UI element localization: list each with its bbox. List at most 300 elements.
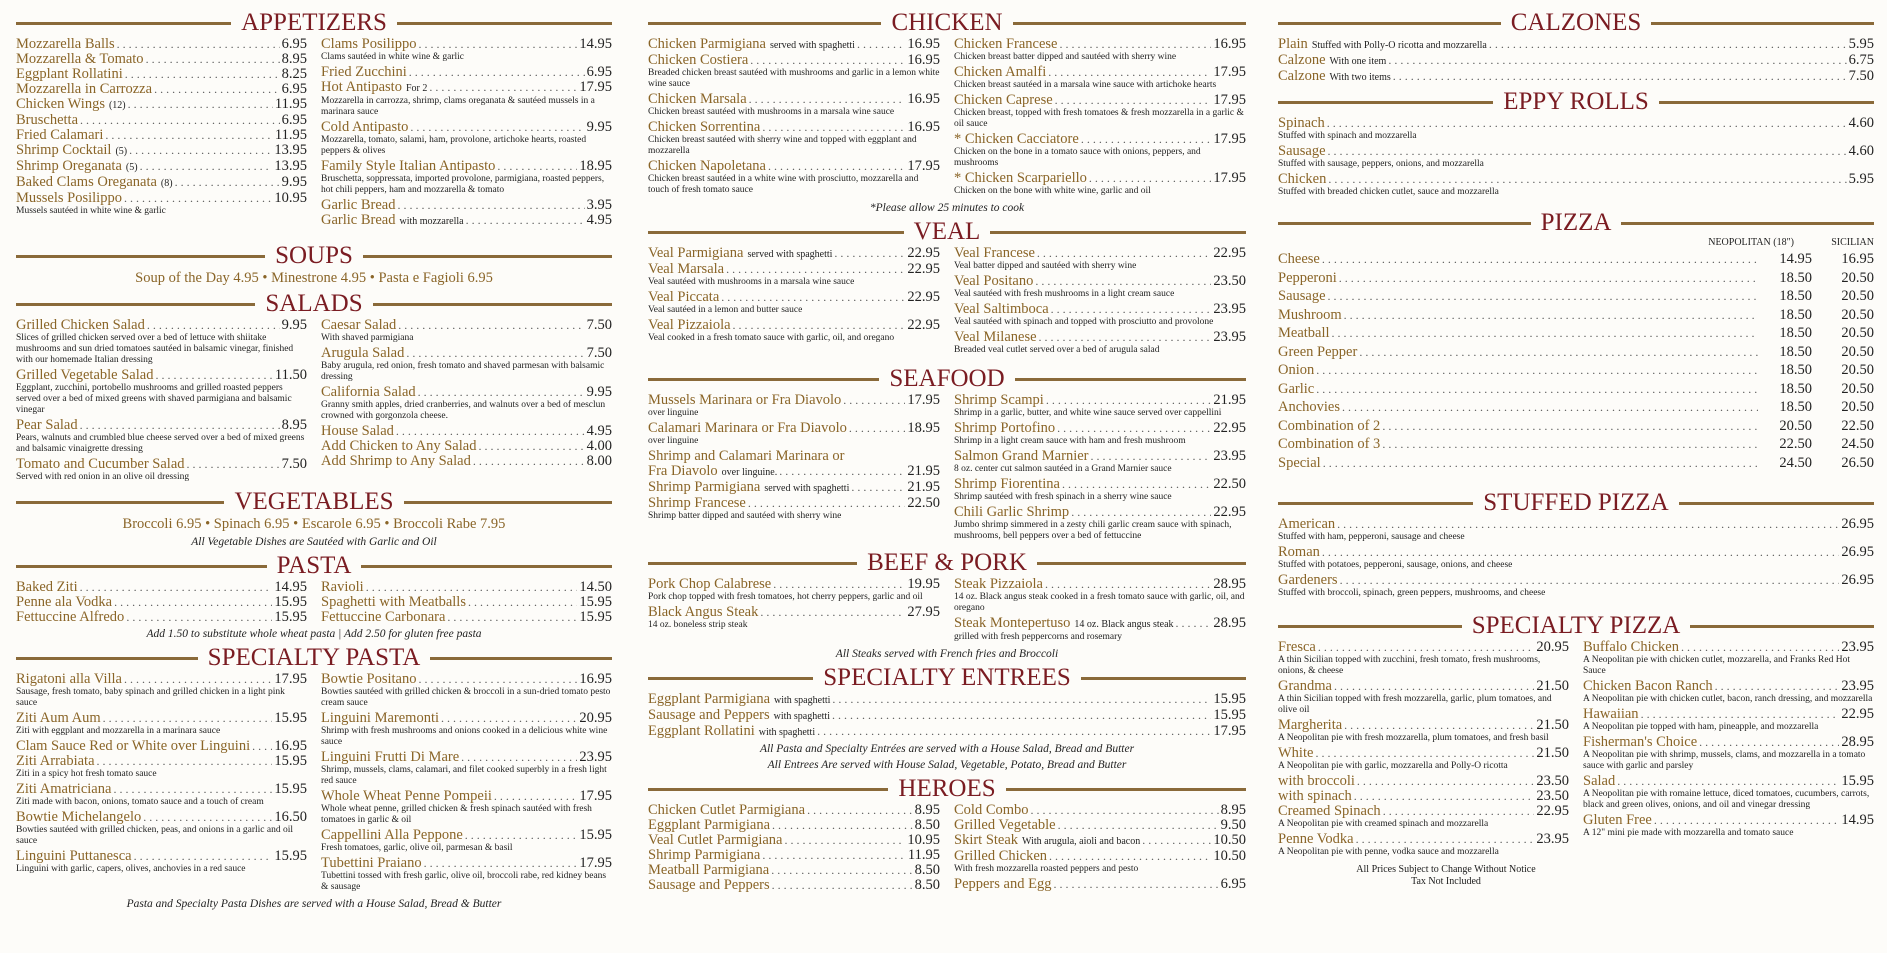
item-name: Salad [1583, 773, 1616, 789]
item-price: 6.95 [281, 81, 307, 97]
item-name: Shrimp Cocktail [16, 142, 112, 158]
dot-leader [494, 789, 578, 804]
item-price: 5.95 [1848, 171, 1874, 187]
item-name: Mussels Posilippo [16, 190, 122, 206]
dot-leader [468, 595, 577, 610]
dot-leader [252, 739, 272, 754]
dot-leader [1039, 330, 1212, 345]
item-description: Chicken on the bone with white wine, garlic and oil [954, 186, 1151, 196]
menu-list [321, 580, 612, 625]
menu-list [954, 246, 1246, 358]
column-left [16, 6, 612, 913]
item-name: Shrimp Scampi [954, 392, 1044, 408]
dot-leader [1055, 93, 1212, 108]
pizza-row [1278, 454, 1874, 473]
item-name: Shrimp Fiorentina [954, 476, 1060, 492]
item-name: Grilled Vegetable Salad [16, 367, 154, 383]
sicilian-price: 16.95 [1841, 251, 1874, 267]
item-name: Fettuccine Alfredo [16, 609, 125, 625]
dot-leader [126, 610, 272, 625]
dot-leader [1176, 616, 1212, 631]
item-name: * Chicken Scarpariello [954, 170, 1087, 186]
menu-item [321, 159, 612, 174]
item-name: Clams Posilippo [321, 36, 417, 52]
menu-item [1278, 144, 1874, 159]
item-price: 11.95 [907, 847, 940, 863]
item-note: with spaghetti [773, 711, 830, 722]
menu-item [954, 330, 1246, 345]
neopolitan-price: 24.50 [1779, 454, 1812, 471]
note: *Please allow 25 minutes to cook [869, 202, 1025, 214]
menu-list [648, 692, 1246, 740]
note: All Vegetable Dishes are Sautéed with Garlic and Oil [191, 536, 437, 548]
item-description: over linguine [648, 436, 699, 446]
item-description: Ziti in a spicy hot fresh tomato sauce [16, 769, 157, 779]
item-description: Veal sautéed with fresh mushrooms in a light cream sauce [954, 289, 1175, 299]
column-middle [648, 6, 1246, 893]
section-header: CALZONES [1278, 10, 1874, 36]
item-note: Stuffed with Polly-O ricotta and mozzarella [1311, 40, 1487, 51]
item-description: A Neopolitan pie with creamed spinach and mozzarella [1278, 819, 1489, 829]
item-note: with mozzarella [399, 216, 464, 227]
neopolitan-price: 18.50 [1779, 343, 1812, 360]
pizza-row [1278, 380, 1874, 399]
sicilian-price: 20.50 [1841, 306, 1874, 323]
item-price: 23.95 [1213, 301, 1246, 317]
menu-item [321, 80, 612, 96]
menu-item [16, 457, 307, 472]
menu-item [648, 692, 1246, 708]
item-description: Stuffed with potatoes, pepperoni, sausage, onions, and cheese [1278, 560, 1513, 570]
item-name: Bowtie Michelangelo [16, 809, 142, 825]
dot-leader [1315, 746, 1534, 761]
item-price: 10.50 [1213, 848, 1246, 864]
dot-leader [1316, 361, 1758, 380]
item-price: 4.95 [586, 212, 612, 228]
item-description: Chicken on the bone in a tomato sauce with onions, peppers, and mushrooms [954, 147, 1201, 168]
menu-item [16, 318, 307, 333]
menu-item [321, 318, 612, 333]
item-description: A thin Sicilian topped with zucchini, fresh tomato, fresh mushrooms, onions, & cheese [1278, 655, 1541, 676]
dot-leader [1035, 274, 1211, 289]
dot-leader [785, 833, 906, 848]
item-description: Sausage, fresh tomato, baby spinach and grilled chicken in a light pink sauce [16, 687, 285, 708]
menu-item [648, 53, 940, 68]
item-price: 11.95 [274, 96, 307, 112]
item-name: Meatball Parmigiana [648, 862, 770, 878]
neopolitan-price: 14.95 [1779, 251, 1812, 267]
price-notice [1278, 864, 1614, 888]
dot-leader [1344, 718, 1534, 733]
section-header: STUFFED PIZZA [1278, 490, 1874, 516]
item-name: Add Shrimp to Any Salad [321, 453, 471, 469]
dot-leader [147, 318, 280, 333]
menu-list [1583, 640, 1874, 860]
menu-item [16, 175, 307, 191]
sicilian-price: 26.50 [1841, 454, 1874, 471]
item-price: 18.95 [579, 158, 612, 174]
menu-item [648, 724, 1246, 740]
dot-leader [733, 318, 906, 333]
menu-item [16, 810, 307, 825]
item-description: Chicken breast sautéed in a marsala wine sauce with artichoke hearts [954, 80, 1217, 90]
item-name: Chicken Caprese [954, 92, 1053, 108]
menu-item [16, 672, 307, 687]
item-price: 14.95 [274, 579, 307, 595]
item-price: 28.95 [1841, 734, 1874, 750]
dot-leader [1337, 517, 1839, 532]
item-price: 6.75 [1848, 52, 1874, 68]
item-name: Sausage [1278, 143, 1326, 159]
item-description: over linguine [648, 408, 699, 418]
item-description: 14 oz. boneless strip steak [648, 620, 748, 630]
item-name: Shrimp Oreganata [16, 158, 122, 174]
dot-leader [1327, 116, 1847, 131]
menu-item [648, 833, 940, 848]
item-name: Veal Saltimboca [954, 301, 1049, 317]
dot-leader [1081, 132, 1212, 147]
item-description: Pears, walnuts and crumbled blue cheese served over a bed of mixed greens and balsamic vinaigrette dressing [16, 433, 305, 454]
menu-list [954, 393, 1246, 544]
menu-item [321, 37, 612, 52]
dot-leader [129, 143, 272, 158]
menu-item [954, 803, 1246, 818]
item-description: Mussels sautéed in white wine & garlic [16, 206, 166, 216]
item-price: 17.95 [1213, 170, 1246, 186]
item-name: Veal Cutlet Parmigiana [648, 832, 783, 848]
item-description: Shrimp, mussels, clams, calamari, and filet cooked superbly in a fresh light red sauce [321, 765, 607, 786]
item-price: 8.95 [281, 417, 307, 433]
dot-leader [749, 92, 906, 107]
item-description: Baby arugula, red onion, fresh tomato and shaved parmesan with balsamic dressing [321, 361, 605, 382]
item-description: Breaded veal cutlet served over a bed of arugula salad [954, 345, 1160, 355]
item-name: Spinach [1278, 115, 1325, 131]
menu-item [954, 65, 1246, 80]
item-note: (5) [115, 146, 128, 157]
item-name: Ravioli [321, 579, 364, 595]
note: All Pasta and Specialty Entrées are served with a House Salad, Bread and Butter [759, 743, 1135, 755]
dot-leader [1654, 813, 1840, 828]
dot-leader [1045, 577, 1211, 592]
item-description: Mozzarella in carrozza, shrimp, clams oreganata & sautéed mussels in a marinara sauce [321, 96, 595, 117]
item-price: 6.95 [281, 112, 307, 128]
item-price: 4.60 [1848, 115, 1874, 131]
dot-leader [857, 37, 905, 52]
item-price: 26.95 [1841, 516, 1874, 532]
item-note: served with spaghetti [747, 249, 833, 260]
item-price: 17.95 [1213, 131, 1246, 147]
item-price: 4.00 [586, 438, 612, 454]
item-price: 17.95 [1213, 723, 1246, 739]
pizza-row [1278, 250, 1874, 269]
menu-item [321, 856, 612, 871]
section-header: SOUPS [16, 243, 612, 269]
item-name: Special [1278, 454, 1321, 471]
item-price: 3.95 [586, 197, 612, 213]
item-price: 14.50 [579, 579, 612, 595]
item-description: A 12" mini pie made with mozzarella and tomato sauce [1583, 828, 1794, 838]
menu-item [1278, 573, 1874, 588]
dot-leader [817, 724, 1211, 739]
neopolitan-price: 18.50 [1779, 325, 1812, 341]
item-name: Veal Pizzaiola [648, 317, 731, 333]
item-name: Pork Chop Calabrese [648, 576, 772, 592]
item-description: Shrimp with fresh mushrooms and onions cooked in a delicious white wine sauce [321, 726, 608, 747]
item-price: 22.95 [1536, 803, 1569, 819]
dot-leader [80, 418, 280, 433]
menu-item [1583, 813, 1874, 828]
dot-leader [1334, 679, 1534, 694]
menu-item [648, 863, 940, 878]
dot-leader [1046, 393, 1212, 408]
dot-leader [1322, 545, 1839, 560]
menu-item [954, 818, 1246, 833]
menu-item [321, 385, 612, 400]
item-description: A Neopolitan pie with chicken cutlet, bacon, ranch dressing, and mozzarella [1583, 694, 1873, 704]
item-description: Veal sautéed with mushrooms in a marsala wine sauce [648, 277, 855, 287]
item-description: A Neopolitan pie with romaine lettuce, diced tomatoes, cucumbers, carrots, black and green olives, onions, and oil and vinegar dressing [1583, 789, 1870, 810]
note: Add 1.50 to substitute whole wheat pasta | Add 2.50 for gluten free pasta [146, 628, 482, 640]
item-price: 8.95 [914, 802, 940, 818]
item-name: Veal Parmigiana [648, 245, 744, 261]
menu-item [16, 191, 307, 206]
dot-leader [768, 159, 905, 174]
dot-leader [1356, 832, 1535, 847]
item-name: Linguini Puttanesca [16, 848, 132, 864]
item-name: Penne ala Vodka [16, 594, 113, 610]
item-name: Black Angus Steak [648, 604, 759, 620]
item-name: Fried Calamari [16, 127, 104, 143]
menu-item [1583, 735, 1874, 750]
item-name: American [1278, 516, 1336, 532]
item-name: Mozzarella & Tomato [16, 51, 144, 67]
item-name: Veal Milanese [954, 329, 1037, 345]
footer-line: All Prices Subject to Change Without Notice [1356, 864, 1536, 875]
dot-leader [1641, 707, 1840, 722]
item-description: Veal sautéed with spinach and topped with prosciutto and provolone [954, 317, 1214, 327]
dot-leader [834, 246, 905, 261]
dot-leader [721, 290, 905, 305]
dot-leader [397, 198, 584, 213]
menu-item [648, 262, 940, 277]
item-price: 21.50 [1536, 745, 1569, 761]
item-price: 21.95 [907, 463, 940, 479]
item-name: Roman [1278, 544, 1320, 560]
item-name: Family Style Italian Antipasto [321, 158, 496, 174]
item-name: Linguini Frutti Di Mare [321, 749, 460, 765]
sicilian-price: 20.50 [1841, 380, 1874, 397]
section-header: PASTA [16, 553, 612, 579]
item-name: Mozzarella Balls [16, 36, 115, 52]
item-name: Pepperoni [1278, 269, 1337, 286]
dot-leader [843, 393, 905, 408]
menu-list [1278, 116, 1874, 198]
menu-item [954, 302, 1246, 317]
menu-item [1278, 789, 1569, 804]
item-name: Sausage and Peppers [648, 707, 770, 723]
menu-item [321, 120, 612, 135]
item-price: 17.95 [579, 788, 612, 804]
item-description: Shrimp in a light cream sauce with ham and fresh mushroom [954, 436, 1186, 446]
dot-leader [832, 692, 1211, 707]
neopolitan-price: 18.50 [1779, 269, 1812, 286]
item-description: Veal cooked in a fresh tomato sauce with garlic, oil, and oregano [648, 333, 895, 343]
dot-leader [418, 672, 577, 687]
item-name: Shrimp and Calamari Marinara or [648, 448, 845, 464]
item-name: Eggplant Rollatini [648, 723, 755, 739]
pizza-row [1278, 361, 1874, 380]
menu-item [648, 290, 940, 305]
item-note: 14 oz. Black angus steak [1074, 619, 1174, 630]
menu-item [648, 449, 940, 464]
item-price: 22.50 [1213, 476, 1246, 492]
menu-list [954, 577, 1246, 645]
item-price: 7.50 [281, 456, 307, 472]
dot-leader [1339, 269, 1758, 288]
dot-leader [1037, 246, 1211, 261]
item-price: 9.95 [281, 174, 307, 190]
menu-item [1278, 774, 1569, 789]
dot-leader [1091, 449, 1212, 464]
dot-leader [750, 53, 905, 68]
menu-item [648, 318, 940, 333]
dot-leader [771, 863, 912, 878]
item-description: Eggplant, zucchini, portobello mushrooms and grilled roasted peppers served over a bed of mixed greens with shaved parmigiana and balsamic vinegar [16, 383, 292, 415]
item-price: 16.50 [274, 809, 307, 825]
item-price: 13.95 [274, 158, 307, 174]
menu-item [16, 739, 307, 754]
item-description: Ziti with eggplant and mozzarella in a marinara sauce [16, 726, 221, 736]
menu-item [321, 750, 612, 765]
menu-list [648, 803, 940, 893]
section-header: CHICKEN [648, 10, 1246, 36]
item-price: 21.95 [1213, 392, 1246, 408]
item-description: Stuffed with ham, pepperoni, sausage and cheese [1278, 532, 1465, 542]
item-note: over linguine. [721, 467, 778, 478]
sicilian-price: 20.50 [1841, 399, 1874, 415]
item-description: Whole wheat penne, grilled chicken & fresh spinach sautéed with fresh tomatoes in garlic & oil [321, 804, 592, 825]
dot-leader [1328, 172, 1846, 187]
menu-item [1278, 832, 1569, 847]
vegetables-line: Broccoli 6.95 • Spinach 6.95 • Escarole 6.95 • Broccoli Rabe 7.95 [122, 516, 506, 532]
dot-leader [807, 803, 913, 818]
dot-leader [125, 67, 280, 82]
dot-leader [473, 454, 585, 469]
note: All Entrees Are served with House Salad, Vegetable, Potato, Bread and Butter [767, 759, 1127, 771]
item-name: Hot Antipasto [321, 79, 402, 95]
section-header: SPECIALTY PIZZA [1278, 613, 1874, 639]
item-price: 16.95 [907, 91, 940, 107]
pizza-row [1278, 417, 1874, 436]
dot-leader [497, 159, 577, 174]
menu-item [648, 421, 940, 436]
item-name: Cappellini Alla Peppone [321, 827, 463, 843]
dot-leader [366, 580, 578, 595]
item-description: Ziti made with bacon, onions, tomato sauce and a touch of cream [16, 797, 264, 807]
item-description: Chicken breast sautéed with sherry wine and topped with eggplant and mozzarella [648, 135, 917, 156]
menu-item [1278, 172, 1874, 187]
item-price: 22.95 [1841, 706, 1874, 722]
dot-leader [773, 577, 905, 592]
dot-leader [1049, 849, 1211, 864]
menu-item [648, 848, 940, 863]
dot-leader [80, 113, 280, 128]
menu-item [16, 97, 307, 113]
menu-item [954, 477, 1246, 492]
item-description: 14 oz. Black angus steak cooked in a fresh tomato sauce with garlic, oil, and oregano [954, 592, 1245, 613]
menu-item [16, 418, 307, 433]
item-name: Green Pepper [1278, 343, 1358, 360]
item-price: 11.50 [274, 367, 307, 383]
item-name: Veal Positano [954, 273, 1034, 289]
menu-item [954, 833, 1246, 849]
item-name: Penne Vodka [1278, 831, 1354, 847]
item-price: 16.95 [907, 52, 940, 68]
dot-leader [410, 120, 584, 135]
item-price: 22.95 [1213, 504, 1246, 520]
neopolitan-price: 22.50 [1779, 436, 1812, 452]
item-name: Baked Ziti [16, 579, 78, 595]
menu-item [321, 828, 612, 843]
menu-item [648, 708, 1246, 724]
item-price: 19.95 [907, 576, 940, 592]
dot-leader [1699, 735, 1839, 750]
item-price: 17.95 [1213, 92, 1246, 108]
item-price: 15.95 [274, 753, 307, 769]
menu-item [954, 421, 1246, 436]
item-name: Chicken Sorrentina [648, 119, 761, 135]
item-price: 17.95 [579, 855, 612, 871]
dot-leader [748, 496, 906, 511]
item-price: 4.60 [1848, 143, 1874, 159]
item-name: Eggplant Parmigiana [648, 691, 771, 707]
menu-item [321, 672, 612, 687]
menu-item [321, 610, 612, 625]
item-note: (5) [125, 162, 138, 173]
menu-item [1583, 707, 1874, 722]
menu-item [1583, 640, 1874, 655]
menu-item [321, 454, 612, 469]
item-price: 16.95 [907, 36, 940, 52]
item-price: 18.95 [907, 420, 940, 436]
menu-item [321, 213, 612, 229]
item-price: 15.95 [274, 594, 307, 610]
soups-line: Soup of the Day 4.95 • Minestrone 4.95 • Pasta e Fagioli 6.95 [135, 270, 493, 286]
section-header: HEROES [648, 776, 1246, 802]
menu-item [16, 37, 307, 52]
menu-item [648, 818, 940, 833]
menu-item [954, 246, 1246, 261]
item-price: 15.95 [579, 827, 612, 843]
item-name: Shrimp Parmigiana [648, 847, 761, 863]
menu-list [1278, 37, 1874, 85]
item-price: 11.95 [274, 127, 307, 143]
item-price: 16.95 [907, 119, 940, 135]
item-price: 6.95 [586, 64, 612, 80]
dot-leader [447, 610, 577, 625]
item-price: 17.95 [579, 79, 612, 95]
item-name: Shrimp Francese [648, 495, 746, 511]
dot-leader [1322, 250, 1758, 269]
menu-item [648, 393, 940, 408]
item-description: Clams sautéed in white wine & garlic [321, 52, 464, 62]
item-name: Sausage [1278, 288, 1326, 304]
item-name: Chicken Francese [954, 36, 1058, 52]
dot-leader [1332, 324, 1758, 343]
item-note: (8) [160, 178, 173, 189]
item-name: Creamed Spinach [1278, 803, 1381, 819]
dot-leader [1715, 679, 1840, 694]
